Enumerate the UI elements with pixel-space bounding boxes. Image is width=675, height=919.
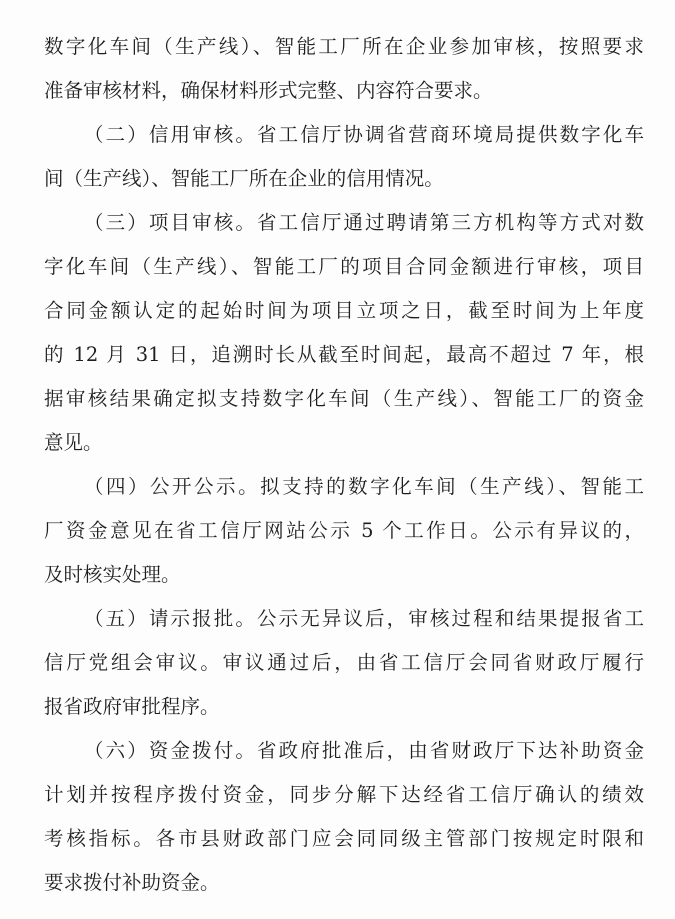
text-line: 字化车间（生产线）、智能工厂的项目合同金额进行审核，项目 (44, 255, 644, 278)
text-line: 数字化车间（生产线）、智能工厂所在企业参加审核，按照要求 (44, 35, 644, 58)
text-line: （四）公开公示。拟支持的数字化车间（生产线）、智能工 (84, 475, 644, 498)
text-line: 间（生产线）、智能工厂所在企业的信用情况。 (44, 167, 444, 190)
text-line: （五）请示报批。公示无异议后，审核过程和结果提报省工 (84, 607, 644, 630)
text-line: 计划并按程序拨付资金，同步分解下达经省工信厅确认的绩效 (44, 783, 644, 806)
text-line: （六）资金拨付。省政府批准后，由省财政厅下达补助资金 (84, 739, 644, 762)
text-line: 准备审核材料，确保材料形式完整、内容符合要求。 (44, 79, 493, 102)
text-line: 厂资金意见在省工信厅网站公示 5 个工作日。公示有异议的， (44, 519, 644, 542)
text-line: 信厅党组会审议。审议通过后，由省工信厅会同省财政厅履行 (44, 651, 644, 674)
text-line: 据审核结果确定拟支持数字化车间（生产线）、智能工厂的资金 (44, 387, 644, 410)
text-line: （三）项目审核。省工信厅通过聘请第三方机构等方式对数 (84, 211, 644, 234)
text-line: 合同金额认定的起始时间为项目立项之日，截至时间为上年度 (44, 299, 644, 322)
text-line: 报省政府审批程序。 (44, 695, 220, 718)
text-line: 的 12 月 31 日，追溯时长从截至时间起，最高不超过 7 年，根 (44, 343, 644, 366)
text-line: 意见。 (44, 431, 103, 454)
text-line: 要求拨付补助资金。 (44, 871, 220, 894)
text-line: （二）信用审核。省工信厅协调省营商环境局提供数字化车 (84, 123, 644, 146)
text-line: 及时核实处理。 (44, 563, 181, 586)
text-line: 考核指标。各市县财政部门应会同同级主管部门按规定时限和 (44, 827, 644, 850)
